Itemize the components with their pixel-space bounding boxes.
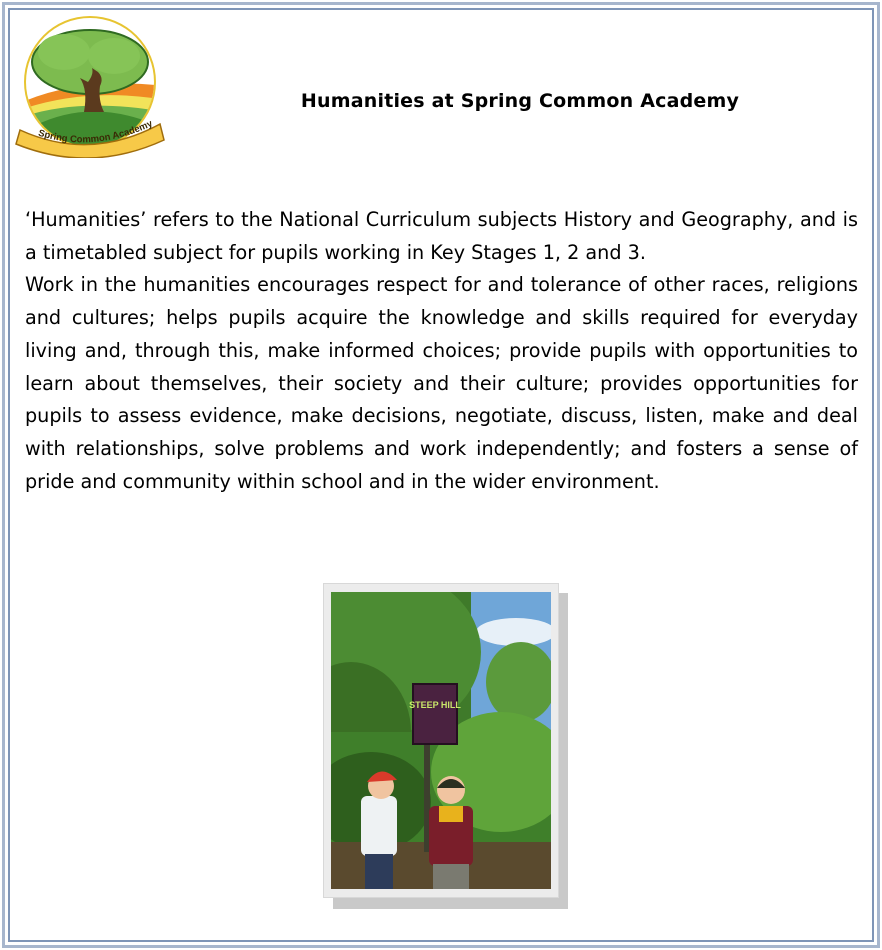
school-logo [14, 16, 166, 158]
svg-text:STEEP HILL: STEEP HILL [409, 700, 461, 710]
page-title: Humanities at Spring Common Academy [300, 90, 740, 112]
svg-text:Spring Common Academy: Spring Common Academy [36, 118, 155, 146]
photo-children-reading-sign [331, 592, 551, 889]
body-text [25, 204, 858, 498]
paragraph-aims: Work in the humanities encourages respect for and tolerance of other races, religions and cultures; helps pupils acquire the knowledge and skills required for everyday living and, through this, make informed choices; provide pupils with opportunities to learn about themselves, their society and their culture; provides opportunities for pupils to assess evidence, make decisions, negotiate, discuss, listen, make and deal with relationships, solve problems and work independently; and fosters a sense of pride and community within school and in the wider environment. [25, 273, 858, 493]
paragraph-intro: ‘Humanities’ refers to the National Curriculum subjects History and Geography, and is a timetabled subject for pupils working in Key Stages 1, 2 and 3. [25, 208, 858, 264]
